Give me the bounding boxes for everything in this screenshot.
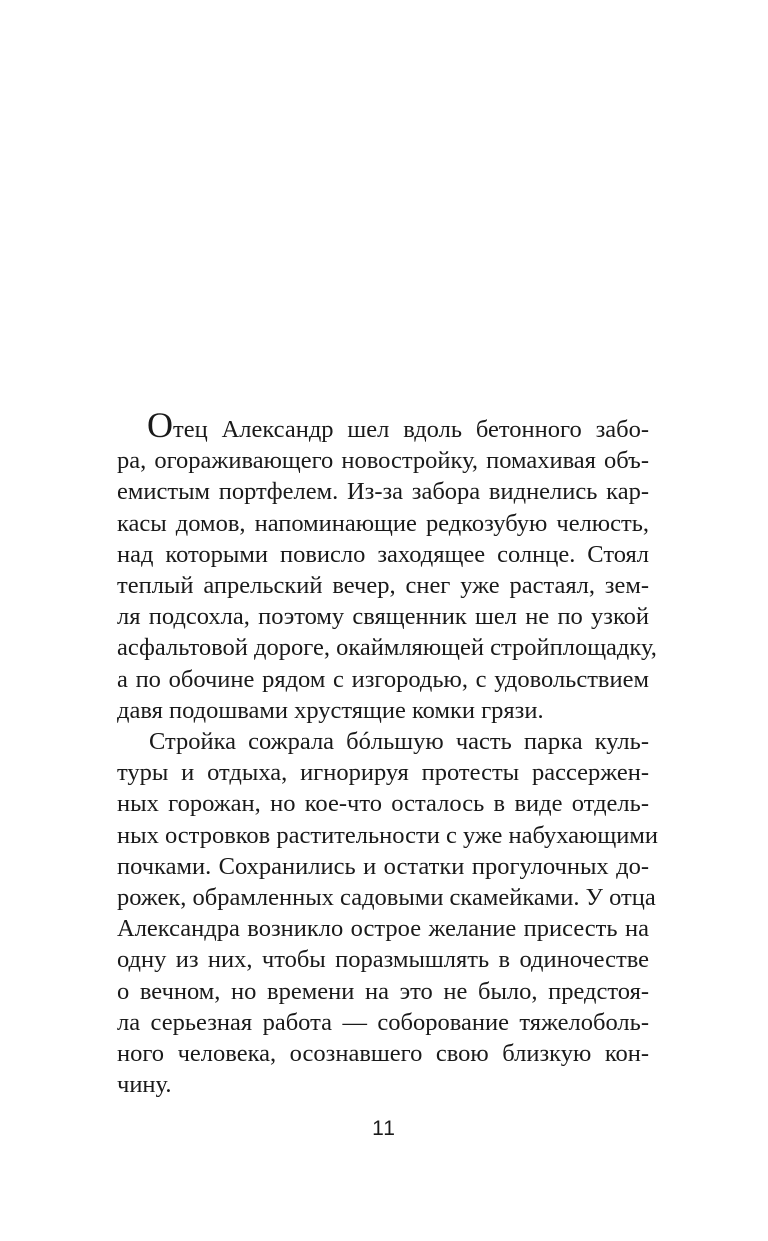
text-line: ных островков растительности с уже набухающими (117, 821, 658, 849)
text-line: почками. Сохранились и остатки прогулочных до- (117, 852, 649, 880)
text-line: Стройка сожрала бóльшую часть парка куль- (149, 728, 649, 756)
body-text (117, 405, 658, 1100)
text-line: чину. (117, 1071, 172, 1099)
text-line: туры и отдыха, игнорируя протесты рассержен- (117, 759, 649, 787)
text-line: ля подсохла, поэтому священник шел не по узкой (117, 603, 649, 631)
text-line: ра, огораживающего новостройку, помахивая объ- (117, 447, 649, 475)
text-line: одну из них, чтобы поразмышлять в одиночестве (117, 946, 649, 974)
text-line: Отец Александр шел вдоль бетонного забо- (147, 405, 649, 445)
page-number: 11 (372, 1117, 396, 1140)
text-line: о вечном, но времени на это не было, предстоя- (117, 977, 649, 1005)
text-line: а по обочине рядом с изгородью, с удовольствием (117, 665, 649, 693)
text-line: Александра возникло острое желание присесть на (117, 915, 649, 943)
text-line: емистым портфелем. Из-за забора виднелись кар- (117, 478, 649, 506)
text-line: асфальтовой дороге, окаймляющей стройплощадку, (117, 634, 657, 662)
text-line: ла серьезная работа — соборование тяжелоболь- (117, 1008, 649, 1036)
text-line: над которыми повисло заходящее солнце. Стоял (117, 540, 649, 568)
text-line: давя подошвами хрустящие комки грязи. (117, 696, 544, 724)
text-line: ного человека, осознавшего свою близкую кон- (117, 1040, 649, 1068)
drop-cap: О (147, 405, 173, 445)
text-line: рожек, обрамленных садовыми скамейками. У отца (117, 884, 656, 912)
text-line: касы домов, напоминающие редкозубую челюсть, (117, 509, 649, 537)
text-line: теплый апрельский вечер, снег уже растаял, зем- (117, 572, 649, 600)
text-line: ных горожан, но кое-что осталось в виде отдель- (117, 790, 649, 818)
